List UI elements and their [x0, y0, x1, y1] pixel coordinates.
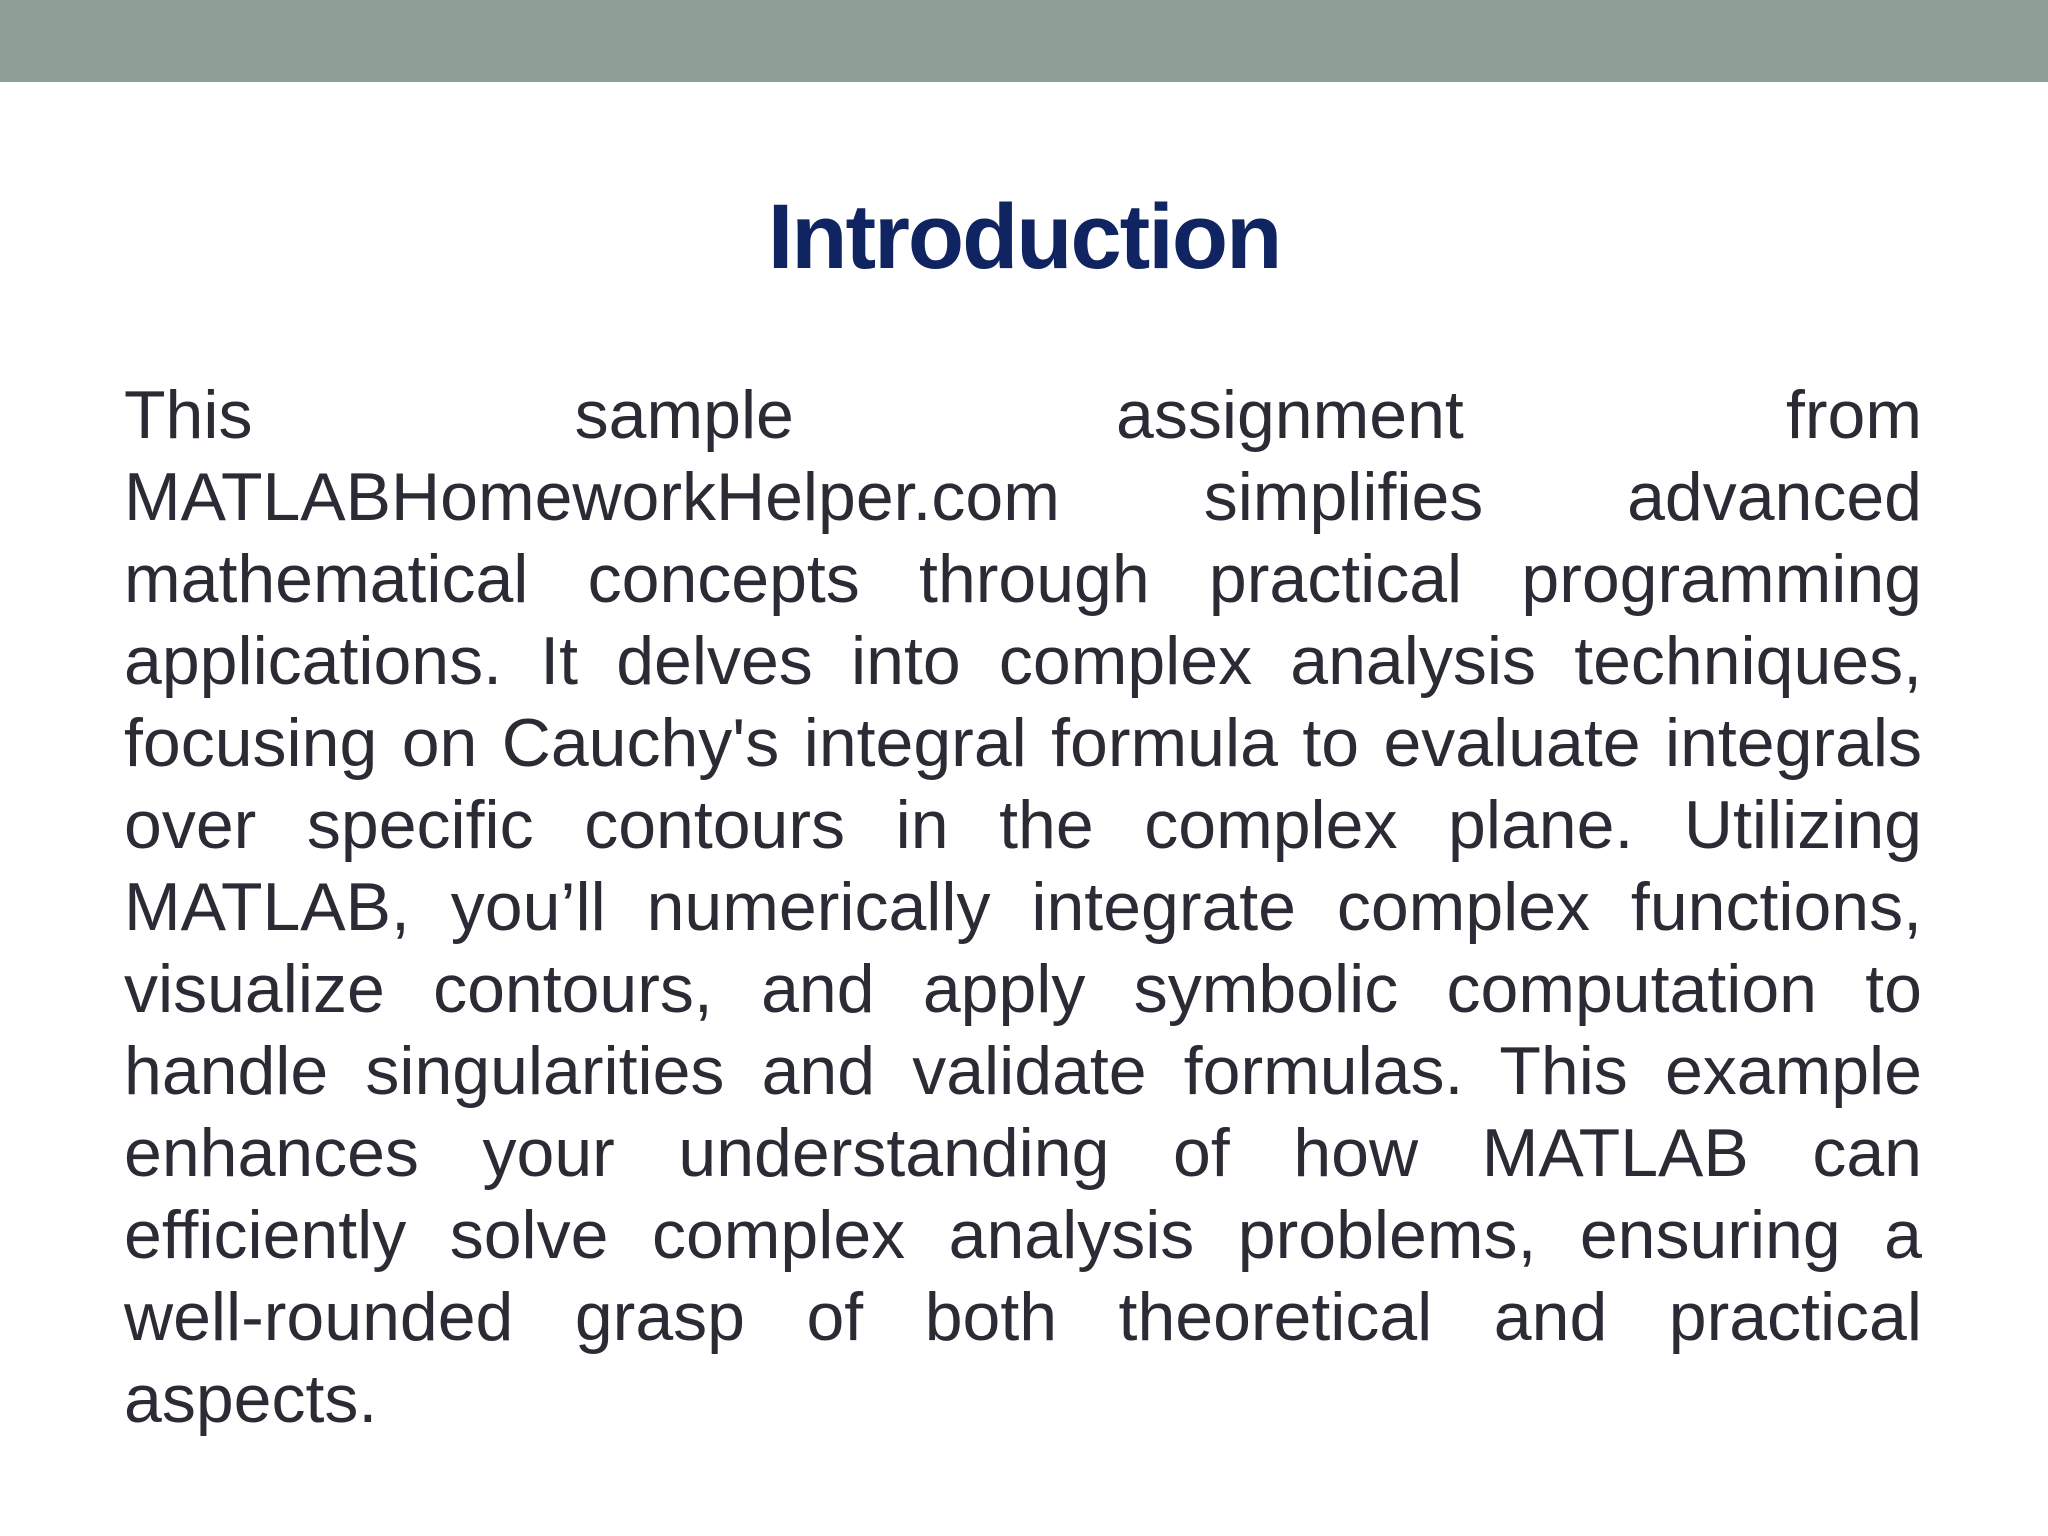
slide-title: Introduction: [767, 186, 1281, 288]
top-banner-bar: [0, 0, 2048, 82]
slide-body-paragraph: This sample assignment from MATLABHomeworkHelper.com simplifies advanced mathematical concepts through practical programming applications. It delves into complex analysis techniques, focusing on Cauchy's integral formula to evaluate integrals over specific contours in the complex plane. Utilizing MATLAB, you’ll numerically integrate complex functions, visualize contours, and apply symbolic computation to handle singularities and validate formulas. This example enhances your understanding of how MATLAB can efficiently solve complex analysis problems, ensuring a well-rounded grasp of both theoretical and practical aspects.: [124, 377, 1922, 1437]
